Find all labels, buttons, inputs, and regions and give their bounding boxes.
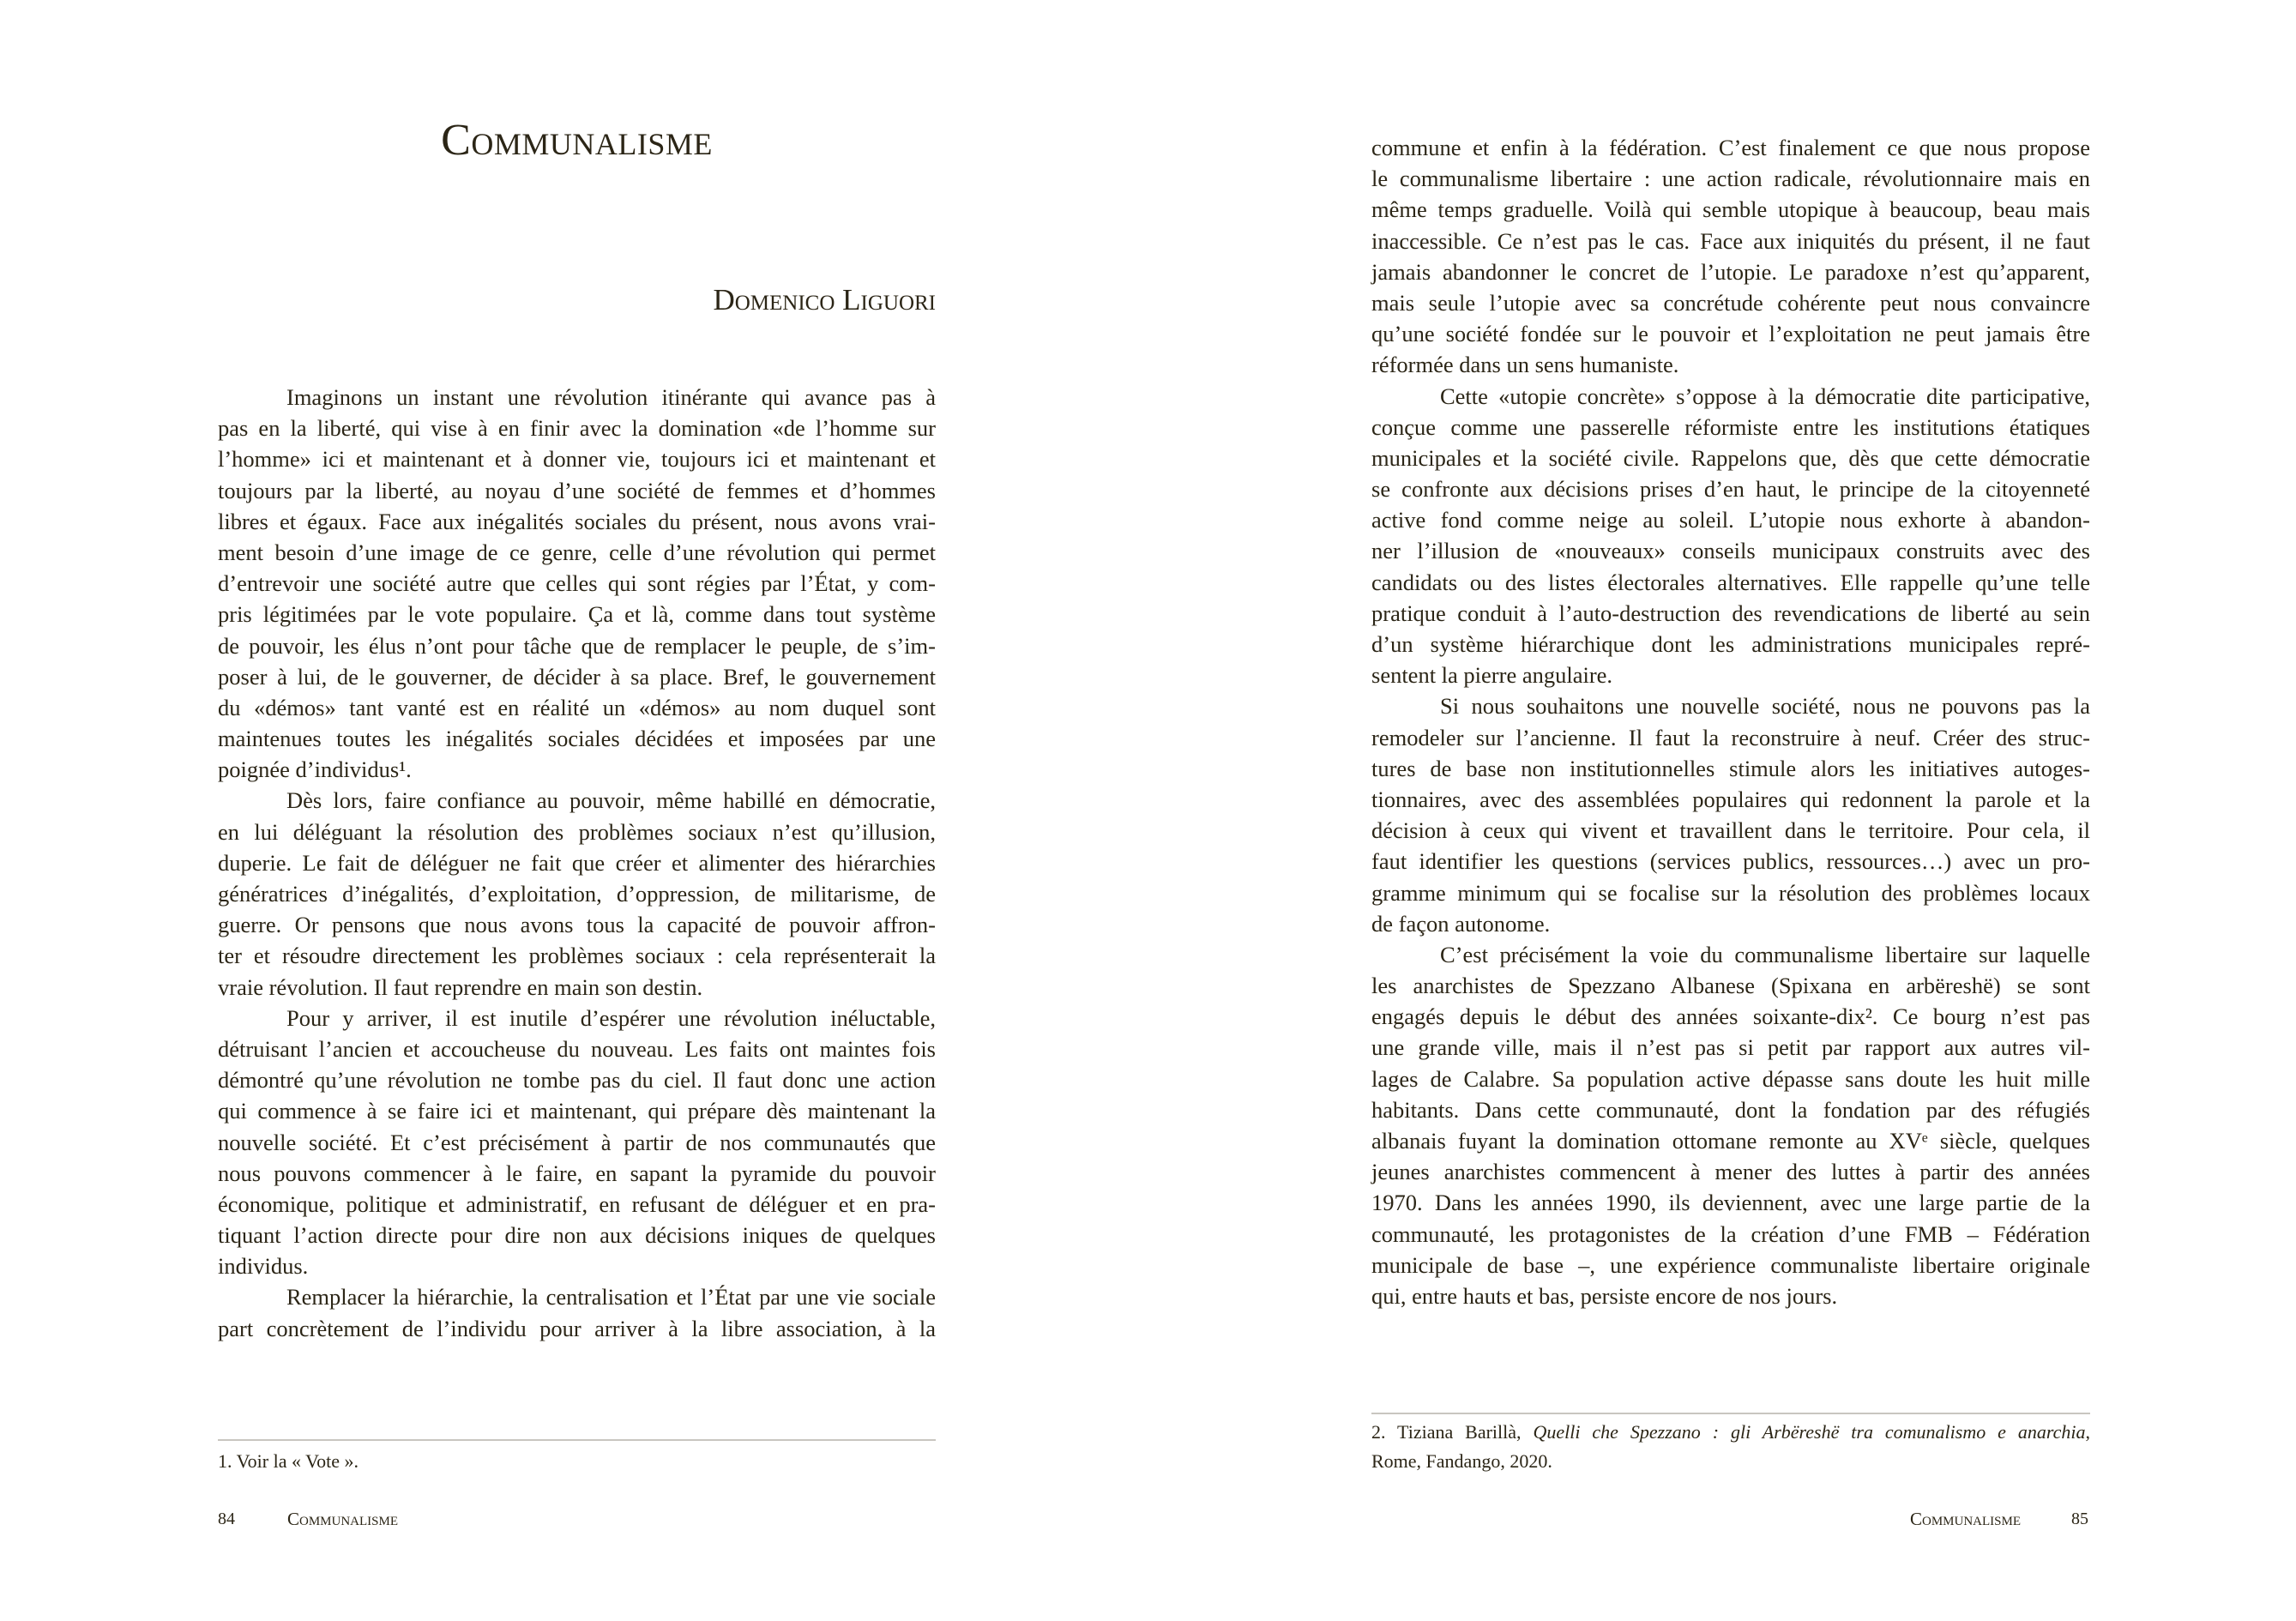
footnote-2 bbox=[1371, 1418, 2090, 1476]
paragraph bbox=[1371, 939, 2090, 1311]
text-line: albanais fuyant la domination ottomane remonte au XVᵉ siècle, quelques bbox=[1371, 1128, 2090, 1154]
running-head: Communalisme bbox=[287, 1509, 399, 1529]
footnote-publisher: Rome, Fandango, 2020. bbox=[1371, 1450, 1552, 1472]
text-line: nouvelle société. Et c’est précisément à partir de nos communautés que bbox=[218, 1129, 936, 1155]
text-line: de pouvoir, les élus n’ont pour tâche que de remplacer le peuple, de s’im- bbox=[218, 632, 936, 659]
text-line: l’homme» ici et maintenant et à donner vie, toujours ici et maintenant et bbox=[218, 446, 936, 473]
text-line: Remplacer la hiérarchie, la centralisation et l’État par une vie sociale bbox=[286, 1284, 936, 1311]
footnote-book-title: Quelli che Spezzano : gli Arbëreshë tra comunalismo e anarchia bbox=[1533, 1421, 2086, 1443]
text-line: Pour y arriver, il est inutile d’espérer une révolution inéluctable, bbox=[286, 1004, 936, 1031]
text-line: de façon autonome. bbox=[1371, 910, 1551, 937]
text-line: qui commence à se faire ici et maintenant, qui prépare dès maintenant la bbox=[218, 1098, 936, 1124]
running-head: Communalisme bbox=[1910, 1509, 2022, 1529]
page-number: 84 bbox=[218, 1510, 235, 1528]
text-line: Si nous souhaitons une nouvelle société, nous ne pouvons pas la bbox=[1440, 693, 2090, 720]
text-line: ner l’illusion de «nouveaux» conseils municipaux construits avec des bbox=[1371, 538, 2090, 564]
text-line: nous pouvons commencer à le faire, en sapant la pyramide du pouvoir bbox=[218, 1160, 936, 1186]
text-line: tionnaires, avec des assemblées populaires qui redonnent la parole et la bbox=[1371, 786, 2090, 812]
footnote-1: 1. Voir la « Vote ». bbox=[218, 1450, 359, 1472]
text-line: se confronte aux décisions prises d’en haut, le principe de la citoyenneté bbox=[1371, 476, 2090, 503]
text-line: même temps graduelle. Voilà qui semble utopique à beaucoup, beau mais bbox=[1371, 196, 2090, 223]
text-line: jeunes anarchistes commencent à mener des luttes à partir des années bbox=[1371, 1159, 2090, 1185]
text-line: libres et égaux. Face aux inégalités sociales du présent, nous avons vrai- bbox=[218, 508, 936, 534]
text-line: conçue comme une passerelle réformiste entre les institutions étatiques bbox=[1371, 413, 2090, 440]
text-line: pris légitimées par le vote populaire. Ça et là, comme dans tout système bbox=[218, 601, 936, 628]
footnote-divider bbox=[1371, 1413, 2090, 1414]
text-line: d’un système hiérarchique dont les administrations municipales repré- bbox=[1371, 631, 2090, 657]
text-line: vraie révolution. Il faut reprendre en main son destin. bbox=[218, 973, 703, 1000]
text-line: poser à lui, de le gouverner, de décider à sa place. Bref, le gouvernement bbox=[218, 663, 936, 690]
text-line: sentent la pierre angulaire. bbox=[1371, 662, 1613, 689]
text-line: remodeler sur l’ancienne. Il faut la reconstruire à neuf. Créer des struc- bbox=[1371, 724, 2090, 750]
text-line: Imaginons un instant une révolution itinérante qui avance pas à bbox=[286, 384, 936, 410]
text-line: du «démos» tant vanté est en réalité un «démos» au nom duquel sont bbox=[218, 694, 936, 720]
text-line: lages de Calabre. Sa population active dépasse sans doute les huit mille bbox=[1371, 1065, 2090, 1092]
text-line: faut identifier les questions (services publics, ressources…) avec un pro- bbox=[1371, 848, 2090, 875]
text-line: le communalisme libertaire : une action radicale, révolutionnaire mais en bbox=[1371, 166, 2090, 192]
text-line: duperie. Le fait de déléguer ne fait que créer et alimenter des hiérarchies bbox=[218, 849, 936, 876]
text-line: ter et résoudre directement les problèmes sociaux : cela représenterait la bbox=[218, 943, 936, 969]
text-line: jamais abandonner le concret de l’utopie. Le paradoxe n’est qu’apparent, bbox=[1371, 258, 2090, 285]
paragraph bbox=[1371, 381, 2090, 691]
text-line: mais seule l’utopie avec sa concrétude cohérente peut nous convaincre bbox=[1371, 289, 2090, 316]
text-line: génératrices d’inégalités, d’exploitation, d’oppression, de militarisme, de bbox=[218, 881, 936, 907]
paragraph bbox=[1371, 132, 2090, 381]
text-line: une grande ville, mais il n’est pas si petit par rapport aux autres vil- bbox=[1371, 1034, 2090, 1061]
text-line: pas en la liberté, qui vise à en finir avec la domination «de l’homme sur bbox=[218, 415, 936, 442]
text-line: 1970. Dans les années 1990, ils deviennent, avec une large partie de la bbox=[1371, 1190, 2090, 1216]
text-line: en lui déléguant la résolution des problèmes sociaux n’est qu’illusion, bbox=[218, 818, 936, 845]
text-line: maintenues toutes les inégalités sociales décidées et imposées par une bbox=[218, 726, 936, 752]
text-line: ment besoin d’une image de ce genre, celle d’une révolution qui permet bbox=[218, 539, 936, 565]
text-line: économique, politique et administratif, en refusant de déléguer et en pra- bbox=[218, 1190, 936, 1217]
paragraph bbox=[218, 785, 936, 1002]
paragraph bbox=[218, 1281, 936, 1343]
text-line: Cette «utopie concrète» s’oppose à la démocratie dite participative, bbox=[1440, 383, 2090, 409]
text-line: commune et enfin à la fédération. C’est finalement ce que nous propose bbox=[1371, 135, 2090, 160]
left-body-text bbox=[218, 382, 936, 1344]
text-line: qui, entre hauts et bas, persiste encore de nos jours. bbox=[1371, 1282, 1838, 1309]
paragraph bbox=[218, 1003, 936, 1282]
text-line: qu’une société fondée sur le pouvoir et l’exploitation ne peut jamais être bbox=[1371, 321, 2090, 347]
text-line: guerre. Or pensons que nous avons tous la capacité de pouvoir affron- bbox=[218, 912, 936, 938]
text-line: engagés depuis le début des années soixante-dix². Ce bourg n’est pas bbox=[1371, 1003, 2090, 1030]
text-line: détruisant l’ancien et accoucheuse du nouveau. Les faits ont maintes fois bbox=[218, 1035, 936, 1062]
author-name: Domenico Liguori bbox=[713, 283, 936, 316]
right-page bbox=[1148, 0, 2296, 1621]
text-line: municipales et la société civile. Rappelons que, dès que cette démocratie bbox=[1371, 444, 2090, 471]
page-number: 85 bbox=[2071, 1510, 2088, 1528]
footnote-suffix: , bbox=[2085, 1421, 2091, 1443]
text-line: toujours par la liberté, au noyau d’une société de femmes et d’hommes bbox=[218, 477, 936, 503]
text-line: individus. bbox=[218, 1253, 309, 1280]
text-line: part concrètement de l’individu pour arriver à la libre association, à la bbox=[218, 1315, 936, 1341]
text-line: active fond comme neige au soleil. L’utopie nous exhorte à abandon- bbox=[1371, 507, 2090, 533]
paragraph bbox=[1371, 690, 2090, 939]
text-line: décision à ceux qui vivent et travaillent dans le territoire. Pour cela, il bbox=[1371, 817, 2090, 844]
text-line: gramme minimum qui se focalise sur la résolution des problèmes locaux bbox=[1371, 879, 2090, 906]
text-line: poignée d’individus¹. bbox=[218, 756, 412, 783]
text-line: démontré qu’une révolution ne tombe pas du ciel. Il faut donc une action bbox=[218, 1067, 936, 1094]
chapter-title: Communalisme bbox=[441, 116, 713, 165]
text-line: Dès lors, faire confiance au pouvoir, même habillé en démocratie, bbox=[286, 787, 936, 814]
text-line: communauté, les protagonistes de la création d’une FMB – Fédération bbox=[1371, 1220, 2090, 1247]
text-line: d’entrevoir une société autre que celles qui sont régies par l’État, y com- bbox=[218, 570, 936, 597]
right-body-text bbox=[1371, 132, 2090, 1311]
text-line: tiquant l’action directe pour dire non aux décisions iniques de quelques bbox=[218, 1222, 936, 1249]
text-line: tures de base non institutionnelles stimule alors les initiatives autoges- bbox=[1371, 755, 2090, 781]
paragraph bbox=[218, 382, 936, 785]
text-line: municipale de base –, une expérience communaliste libertaire originale bbox=[1371, 1251, 2090, 1278]
footnote-prefix: 2. Tiziana Barillà, bbox=[1371, 1421, 1534, 1443]
text-line: candidats ou des listes électorales alternatives. Elle rappelle qu’une telle bbox=[1371, 569, 2090, 595]
footnote-divider bbox=[218, 1439, 936, 1441]
text-line: pratique conduit à l’auto-destruction des revendications de liberté au sein bbox=[1371, 600, 2090, 626]
text-line: réformée dans un sens humaniste. bbox=[1371, 352, 1679, 378]
text-line: habitants. Dans cette communauté, dont la fondation par des réfugiés bbox=[1371, 1096, 2090, 1123]
text-line: inaccessible. Ce n’est pas le cas. Face aux iniquités du présent, il ne faut bbox=[1371, 227, 2090, 254]
text-line: les anarchistes de Spezzano Albanese (Spixana en arbëreshë) se sont bbox=[1371, 973, 2090, 999]
text-line: C’est précisément la voie du communalisme libertaire sur laquelle bbox=[1440, 941, 2090, 967]
